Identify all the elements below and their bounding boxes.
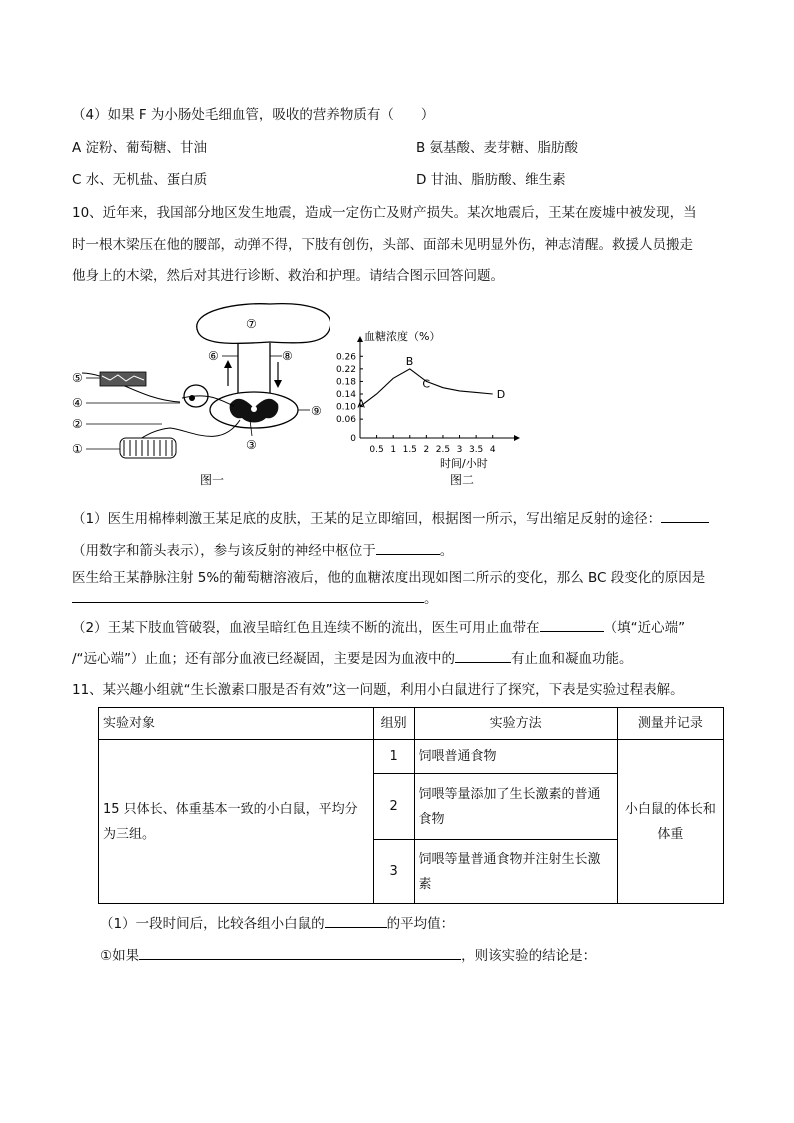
q9-part4: （4）如果 F 为小肠处毛细血管，吸收的营养物质有（ ） xyxy=(72,107,435,123)
x-axis-arrow xyxy=(514,435,520,441)
x-tick-label: 0.5 xyxy=(369,445,384,455)
q10-p2a-end: （填“近心端” xyxy=(603,620,686,636)
q11-c1-text: ①如果 xyxy=(100,948,140,964)
cell-group-1: 1 xyxy=(373,740,414,774)
q10-p2b-text: /“远心端”）止血；还有部分血液已经凝固，主要是因为血液中的 xyxy=(72,651,456,667)
q10-stem-line1: 10、近年来，我国部分地区发生地震，造成一定伤亡及财产损失。某次地震后，王某在废墟中被发现，当 xyxy=(72,205,697,221)
cell-subject: 15 只体长、体重基本一致的小白鼠，平均分为三组。 xyxy=(99,740,374,904)
q11-c1-end: ，则该实验的结论是： xyxy=(461,948,597,964)
cell-method-2: 饲喂等量添加了生长激素的普通食物 xyxy=(414,774,617,840)
chart-y-label: 血糖浓度（%） xyxy=(364,330,441,343)
cell-group-3: 3 xyxy=(373,840,414,904)
answer-blank-tourniquet[interactable] xyxy=(540,617,604,632)
fig1-label-9: ⑨ xyxy=(311,404,322,418)
answer-blank-condition[interactable] xyxy=(139,945,461,960)
table-row xyxy=(99,740,724,774)
experiment-table xyxy=(98,707,724,904)
y-tick-label: 0.06 xyxy=(335,415,356,426)
y-axis-arrow xyxy=(357,336,363,342)
q10-p1b-end: 。 xyxy=(439,543,454,559)
fig1-label-4: ④ xyxy=(72,396,83,410)
q10-p1b-text: （用数字和箭头表示），参与该反射的神经中枢位于 xyxy=(72,543,376,559)
header-group: 组别 xyxy=(373,708,414,740)
cell-method-1: 饲喂普通食物 xyxy=(414,740,617,774)
x-tick-label: 3 xyxy=(456,445,463,455)
q9-option-d: D 甘油、脂肪酸、维生素 xyxy=(416,172,566,188)
q11-p1 xyxy=(100,913,454,934)
fig1-label-8: ⑧ xyxy=(282,349,293,363)
point-label-b: B xyxy=(405,354,414,368)
fig2-caption: 图二 xyxy=(450,473,475,487)
q10-p1-line1 xyxy=(72,508,709,529)
q10-p1-line2 xyxy=(72,540,453,561)
y-tick-label: 0 xyxy=(350,434,356,444)
y-tick-label: 0.18 xyxy=(335,377,356,388)
header-method: 实验方法 xyxy=(414,708,617,740)
figure-1-reflex-arc xyxy=(70,300,330,490)
point-label-a: A xyxy=(357,397,365,411)
q11-c1 xyxy=(100,945,596,966)
q11-stem: 11、某兴趣小组就“生长激素口服是否有效”这一问题，利用小白鼠进行了探究，下表是实验过程表解。 xyxy=(72,682,684,698)
fig1-caption: 图一 xyxy=(200,473,225,487)
fig1-label-6: ⑥ xyxy=(208,349,219,363)
fig1-label-1: ① xyxy=(72,442,83,456)
answer-blank-measure[interactable] xyxy=(325,913,387,928)
q10-p1d-end: 。 xyxy=(424,591,438,607)
q10-p1-text: （1）医生用棉棒刺激王某足底的皮肤，王某的足立即缩回，根据图一所示，写出缩足反射的途径： xyxy=(72,511,662,527)
q10-p2-line1 xyxy=(72,617,685,638)
q10-p1c: 医生给王某静脉注射 5%的葡萄糖溶液后，他的血糖浓度出现如图二所示的变化，那么 BC 段变化的原因是 xyxy=(72,570,706,586)
x-tick-label: 2 xyxy=(423,445,430,455)
x-tick-label: 3.5 xyxy=(468,445,484,455)
cell-group-2: 2 xyxy=(373,774,414,840)
x-tick-label: 1.5 xyxy=(402,445,417,455)
fig1-label-2: ② xyxy=(72,417,83,431)
x-tick-label: 1 xyxy=(390,445,397,455)
header-record: 测量并记录 xyxy=(617,708,723,740)
q11-p1-end: 的平均值： xyxy=(386,916,455,932)
q9-option-b: B 氨基酸、麦芽糖、脂肪酸 xyxy=(416,140,579,156)
y-tick-label: 0.14 xyxy=(335,390,356,400)
q10-stem-line3: 他身上的木梁，然后对其进行诊断、救治和护理。请结合图示回答问题。 xyxy=(72,268,504,284)
q10-p2b-end: 有止血和凝血功能。 xyxy=(511,651,633,667)
answer-blank-reflex-path[interactable] xyxy=(661,508,709,523)
q9-option-a: A 淀粉、葡萄糖、甘油 xyxy=(72,140,208,156)
y-tick-label: 0.10 xyxy=(335,402,356,413)
fig1-label-5: ⑤ xyxy=(72,371,83,385)
point-label-c: C xyxy=(422,377,431,391)
header-subject: 实验对象 xyxy=(99,708,374,740)
figure-2-glucose-chart xyxy=(330,322,520,487)
y-tick-label: 0.22 xyxy=(335,364,356,375)
answer-blank-reflex-center[interactable] xyxy=(376,540,440,555)
cell-method-3: 饲喂等量普通食物并注射生长激素 xyxy=(414,840,617,904)
table-header-row xyxy=(99,708,724,740)
cell-record: 小白鼠的体长和体重 xyxy=(617,740,723,904)
q10-p2-line2 xyxy=(72,648,633,669)
q11-p1-text: （1）一段时间后，比较各组小白鼠的 xyxy=(100,916,325,932)
y-tick-label: 0.26 xyxy=(335,352,356,363)
point-label-d: D xyxy=(496,388,506,401)
answer-blank-bc-reason[interactable] xyxy=(72,588,424,603)
q10-stem-line2: 时一根木梁压在他的腰部，动弹不得，下肢有创伤，头部、面部未见明显外伤，神志清醒。救援人员搬走 xyxy=(72,237,693,253)
x-tick-label: 4 xyxy=(489,445,496,455)
q9-option-c: C 水、无机盐、蛋白质 xyxy=(72,172,208,188)
chart-x-label: 时间/小时 xyxy=(440,457,488,470)
answer-blank-blood-component[interactable] xyxy=(455,648,511,663)
x-tick-label: 2.5 xyxy=(435,445,451,455)
q10-p2a-text: （2）王某下肢血管破裂，血液呈暗红色且连续不断的流出，医生可用止血带在 xyxy=(72,620,540,636)
fig1-label-7: ⑦ xyxy=(246,317,257,331)
q10-p1-line4 xyxy=(72,588,438,609)
fig1-label-3: ③ xyxy=(246,438,257,452)
